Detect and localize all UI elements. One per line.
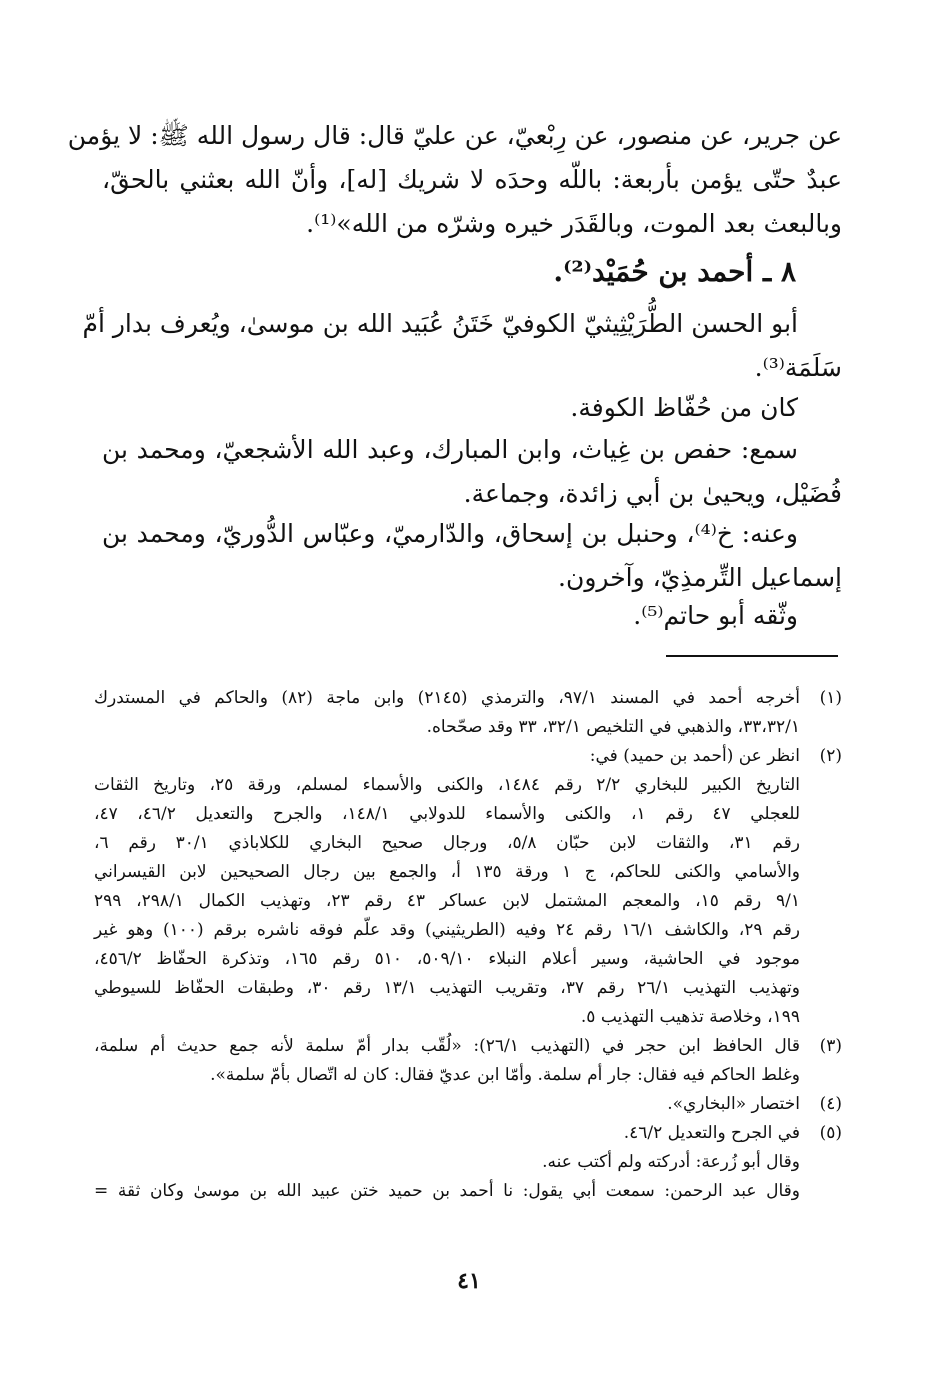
- text-line: أبو الحسن الطُّرَيْثِيثيّ الكوفيّ خَتَنُ عُبَيد الله بن موسىٰ، ويُعرف بدار أمّ: [82, 309, 798, 338]
- footnote-number: (١): [819, 688, 842, 708]
- footnote-line: رقم ٣١، والثقات لابن حبّان ٥/٨، ورجال صحيح البخاري للكلاباذي ٣٠/١ رقم ٦،: [94, 833, 800, 853]
- footnote-line: موجود في الحاشية، وسير أعلام النبلاء ٥٠٩/١٠، ٥١٠ رقم ١٦٥، وتذكرة الحفّاظ ٤٥٦/٢،: [94, 949, 800, 969]
- paragraph-students: [102, 512, 842, 600]
- footnote-line: والأسامي والكنى للحاكم، ج ١ ورقة ١٣٥ أ، والجمع بين رجال الصحيحين لابن القيسراني: [94, 862, 801, 882]
- footnote-3: [94, 1032, 842, 1090]
- footnote-divider: [666, 655, 838, 657]
- footnote-5: [94, 1119, 842, 1206]
- paragraph-nisba: [82, 302, 842, 390]
- paragraph-huffaz: [102, 386, 842, 430]
- page-number: ٤١: [457, 1268, 481, 1294]
- text-line: وعنه: خ⁽⁴⁾، وحنبل بن إسحاق، والدّارميّ، وعبّاس الدُّوريّ، ومحمد بن: [102, 519, 799, 548]
- text-line: سمع: حفص بن غِياث، وابن المبارك، وعبد الله الأشجعيّ، ومحمد بن: [102, 435, 798, 464]
- footnote-line: في الجرح والتعديل ٤٦/٢.: [623, 1123, 800, 1143]
- text-line: كان من حُفّاظ الكوفة.: [570, 393, 798, 422]
- footnote-line: رقم ٢٩، والكاشف ١٦/١ رقم ٢٤ وفيه (الطريثيني) وقد علّم فوقه ناشره برقم (١٠٠) وهو غير: [94, 920, 800, 940]
- text-line: إسماعيل التِّرمذِيّ، وآخرون.: [558, 563, 842, 592]
- footnote-line: التاريخ الكبير للبخاري ٢/٢ رقم ١٤٨٤، والكنى والأسماء لمسلم، ورقة ٢٥، وتاريخ الثقات: [94, 775, 800, 795]
- footnote-line: وتهذيب التهذيب ٢٦/١ رقم ٣٧، وتقريب التهذيب ١٣/١ رقم ٣٠، وطبقات الحفّاظ للسيوطي: [94, 978, 800, 998]
- text-line: عن جرير، عن منصور، عن رِبْعيّ، عن عليّ قال: قال رسول الله ﷺ: لا يؤمن: [67, 121, 842, 150]
- entry-heading: ٨ ـ أحمد بن حُمَيْد⁽²⁾.: [553, 255, 796, 288]
- footnote-line: انظر عن (أحمد بن حميد) في:: [589, 746, 800, 766]
- footnote-number: (٤): [819, 1094, 842, 1114]
- footnote-line: قال الحافظ ابن حجر في (التهذيب ٢٦/١): «لُقّب بدار أمّ سلمة لأنه جمع حديث أم سلمة،: [94, 1036, 800, 1056]
- footnotes: [94, 684, 842, 1206]
- footnote-number: (٣): [819, 1036, 842, 1056]
- footnote-line: أخرجه أحمد في المسند ٩٧/١، والترمذي (٢١٤٥) وابن ماجة (٨٢) والحاكم في المستدرك: [94, 688, 800, 708]
- footnote-number: (٥): [819, 1123, 842, 1143]
- text-line: فُضَيْل، ويحيىٰ بن أبي زائدة، وجماعة.: [463, 479, 842, 508]
- text-line: سَلَمَة⁽³⁾.: [754, 353, 842, 382]
- footnote-line: ٩/١ رقم ١٥، والمعجم المشتمل لابن عساكر ٤٣ رقم ٢٣، وتهذيب الكمال ٢٩٨/١، ٢٩٩: [94, 891, 800, 911]
- footnote-line: للعجلي ٤٧ رقم ١، والكنى والأسماء للدولابي ١٤٨/١، والجرح والتعديل ٤٦/٢، ٤٧،: [94, 804, 801, 824]
- footnote-line: ٣٣،٣٢/١، والذهبي في التلخيص ٣٢/١، ٣٣ وقد صحّحاه.: [426, 717, 800, 737]
- paragraph-tawthiq: [102, 594, 842, 638]
- footnote-line: اختصار «البخاري».: [667, 1094, 800, 1114]
- text-line: وبالبعث بعد الموت، وبالقَدَر خيره وشرّه من الله»⁽¹⁾.: [306, 209, 842, 238]
- paragraph-hadith: [67, 114, 842, 246]
- text-line: عبدٌ حتّى يؤمن بأربعة: باللّه وحدَه لا شريك [له]، وأنّ الله بعثني بالحقّ،: [102, 165, 842, 194]
- footnote-2: [94, 742, 842, 1032]
- paragraph-teachers: [102, 428, 842, 516]
- footnote-number: (٢): [819, 746, 842, 766]
- footnote-line: وقال أبو زُرعة: أدركته ولم أكتب عنه.: [542, 1152, 800, 1172]
- footnote-4: [94, 1090, 842, 1119]
- footnote-line: وقال عبد الرحمن: سمعت أبي يقول: نا أحمد بن حميد ختن عبيد الله بن موسىٰ وكان ثقة =: [94, 1181, 800, 1201]
- footnote-line: وغلط الحاكم فيه فقال: جار أم سلمة. وأمّا ابن عديّ فقال: كان له اتّصال بأمّ سلمة».: [210, 1065, 800, 1085]
- footnote-1: [94, 684, 842, 742]
- text-line: وثّقه أبو حاتم⁽⁵⁾.: [633, 601, 798, 630]
- footnote-line: ١٩٩، وخلاصة تذهيب التهذيب ٥.: [580, 1007, 800, 1027]
